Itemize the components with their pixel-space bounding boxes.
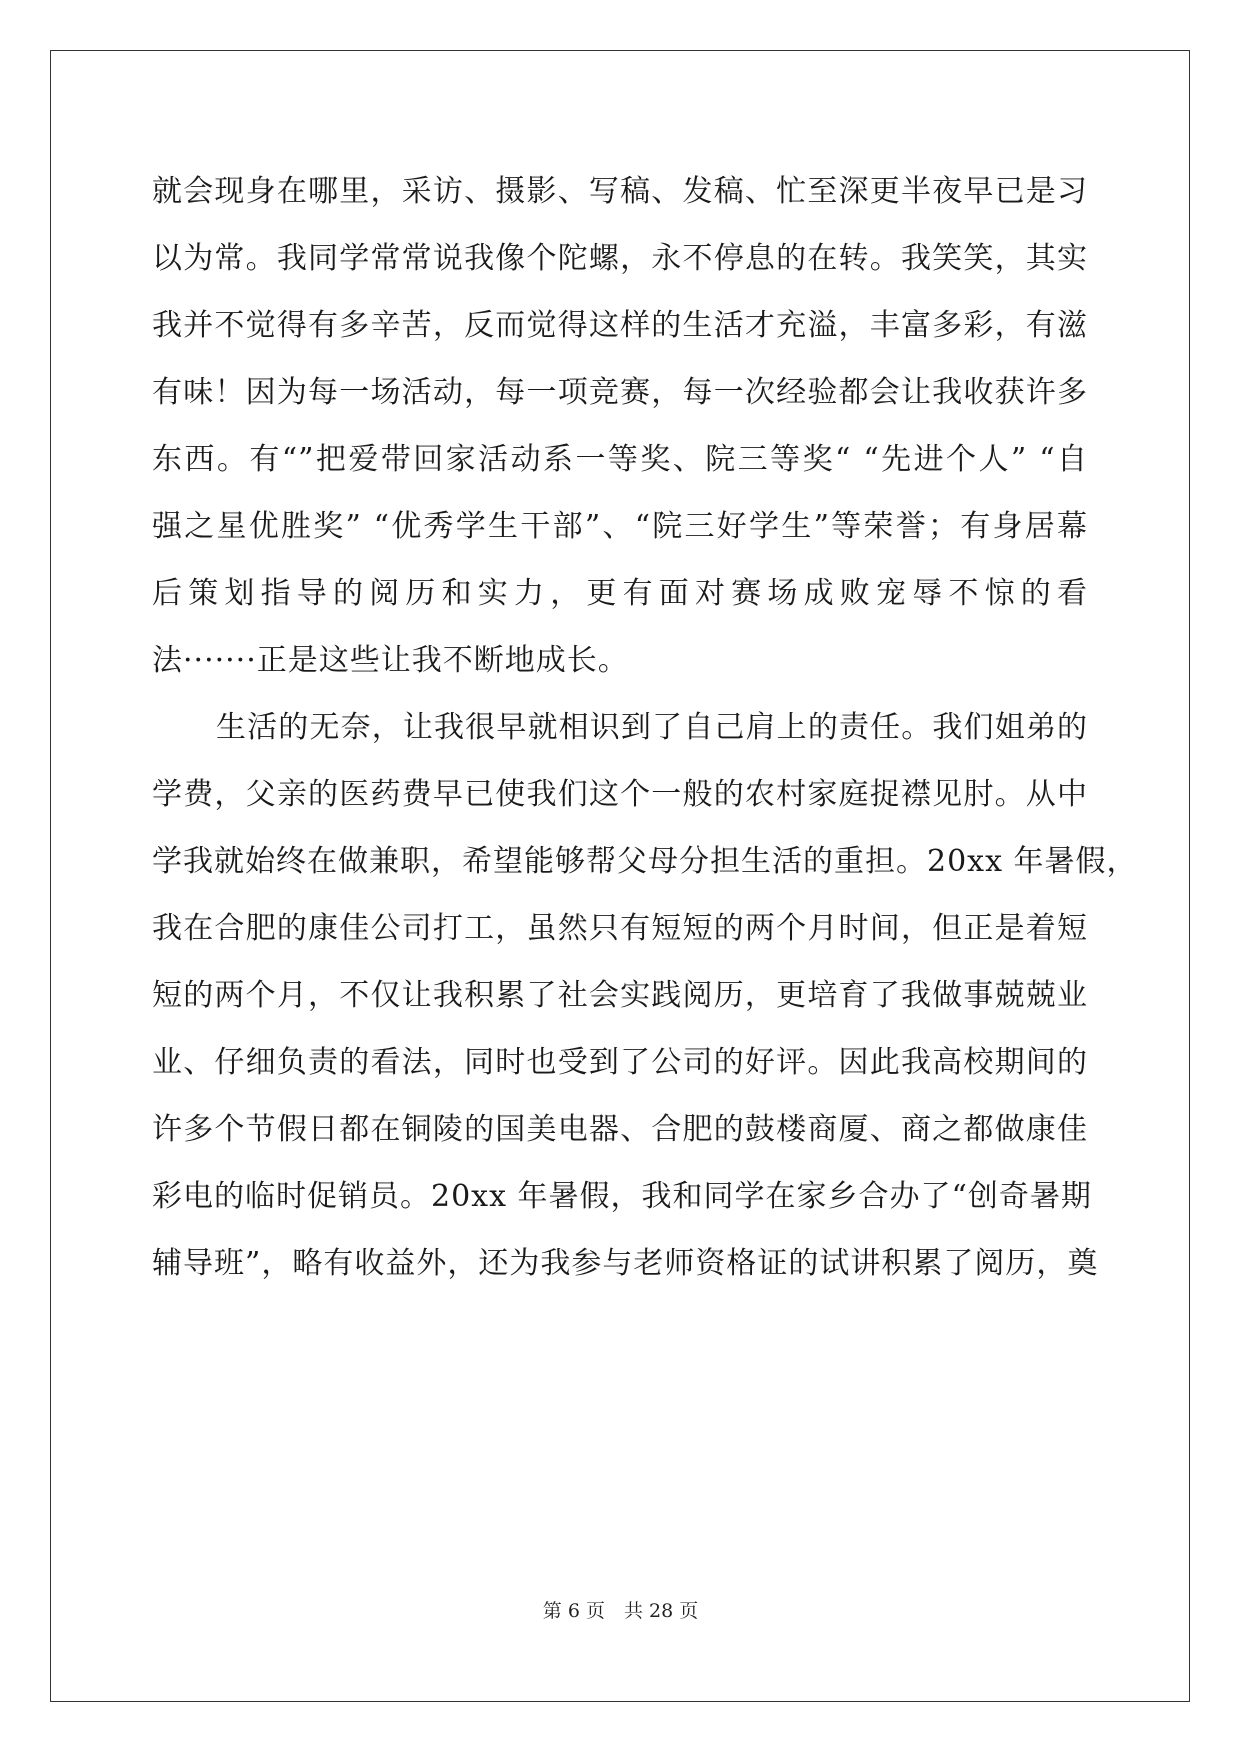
text-line: 我在合肥的康佳公司打工，虽然只有短短的两个月时间，但正是着短 <box>152 911 1088 946</box>
text-line: 就会现身在哪里，采访、摄影、写稿、发稿、忙至深更半夜早已是习 <box>152 174 1088 209</box>
text-line: 法·······正是这些让我不断地成长。 <box>152 643 629 678</box>
text-line: 学费，父亲的医药费早已使我们这个一般的农村家庭捉襟见肘。从中 <box>152 777 1088 812</box>
text-line: 东西。有“”把爱带回家活动系一等奖、院三等奖“ “先进个人” “自 <box>152 442 1088 477</box>
text-line: 我并不觉得有多辛苦，反而觉得这样的生活才充溢，丰富多彩，有滋 <box>152 308 1088 343</box>
text-line: 学我就始终在做兼职，希望能够帮父母分担生活的重担。20xx 年暑假， <box>152 844 1138 879</box>
paragraph-first-line: 生活的无奈，让我很早就相识到了自己肩上的责任。我们姐弟的 <box>216 710 1088 745</box>
document-body <box>152 158 1138 1297</box>
text-line: 彩电的临时促销员。20xx 年暑假，我和同学在家乡合办了“创奇暑期 <box>152 1179 1092 1214</box>
text-line: 许多个节假日都在铜陵的国美电器、合肥的鼓楼商厦、商之都做康佳 <box>152 1112 1088 1147</box>
text-line: 以为常。我同学常常说我像个陀螺，永不停息的在转。我笑笑，其实 <box>152 241 1088 276</box>
text-line: 有味！因为每一场活动，每一项竞赛，每一次经验都会让我收获许多 <box>152 375 1088 410</box>
text-line: 短的两个月，不仅让我积累了社会实践阅历，更培育了我做事兢兢业 <box>152 978 1088 1013</box>
page-number-footer: 第 6 页 共 28 页 <box>542 1600 699 1622</box>
text-line: 后策划指导的阅历和实力，更有面对赛场成败宠辱不惊的看 <box>152 576 1088 611</box>
text-line: 业、仔细负责的看法，同时也受到了公司的好评。因此我高校期间的 <box>152 1045 1088 1080</box>
text-line: 辅导班”，略有收益外，还为我参与老师资格证的试讲积累了阅历，奠 <box>152 1246 1099 1281</box>
text-line: 强之星优胜奖” “优秀学生干部”、“院三好学生”等荣誉；有身居幕 <box>152 509 1088 544</box>
